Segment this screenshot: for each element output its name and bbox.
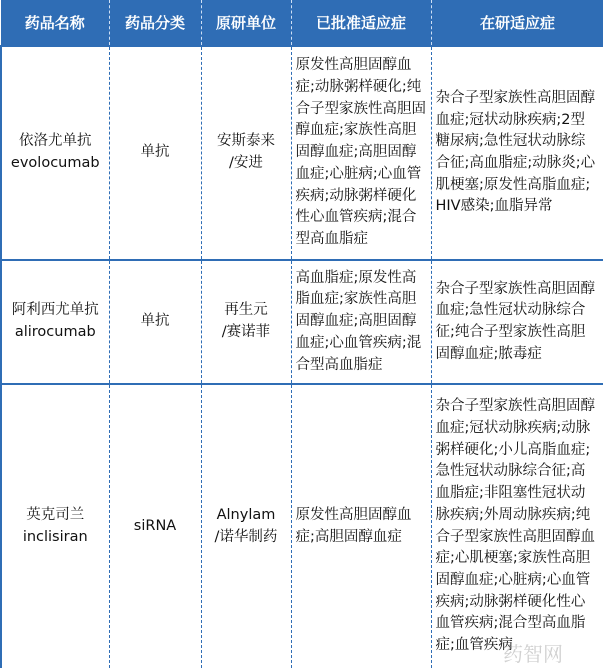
drug-name-en: alirocumab — [14, 324, 96, 340]
developer-cell — [201, 46, 291, 260]
approved-indications-cell: 原发性高胆固醇血症;高胆固醇血症 — [291, 384, 431, 668]
drug-name-cell — [1, 46, 109, 260]
drug-name-cell — [1, 384, 109, 668]
header-row — [1, 0, 603, 46]
developer-cell — [201, 260, 291, 384]
header-name: 药品名称 — [1, 0, 109, 46]
drug-name-en: inclisiran — [22, 528, 88, 545]
watermark: 药智网 — [503, 642, 563, 666]
developer: Alnylam — [216, 506, 276, 523]
research-indications-cell: 杂合子型家族性高胆固醇血症;冠状动脉疾病;动脉粥样硬化;小儿高脂血症;急性冠状动脉综合征;高血脂症;非阻塞性冠状动脉疾病;外周动脉疾病;纯合子型家族性高胆固醇血症;心肌梗塞;家族性高胆固醇血症;心脏病;心血管疾病;动脉粥样硬化性心血管疾病;混合型高血脂症;血管疾病 — [431, 384, 603, 668]
drug-name-cell — [1, 260, 109, 384]
header-approved: 已批准适应症 — [291, 0, 431, 46]
research-indications-cell: 杂合子型家族性高胆固醇血症;急性冠状动脉综合征;纯合子型家族性高胆固醇血症;脓毒症 — [431, 260, 603, 384]
header-developer: 原研单位 — [201, 0, 291, 46]
drug-name-en: evolocumab — [10, 155, 100, 171]
category-cell: siRNA — [109, 384, 201, 668]
approved-indications-cell: 原发性高胆固醇血症;动脉粥样硬化;纯合子型家族性高胆固醇血症;家族性高胆固醇血症;高胆固醇血症;心脏病;心血管疾病;动脉粥样硬化性心血管疾病;混合型高血脂症 — [291, 46, 431, 260]
developer-cell — [201, 384, 291, 668]
developer: 再生元 — [224, 302, 268, 319]
developer-partner: /安进 — [229, 155, 263, 171]
drug-name: 依洛尤单抗 — [19, 133, 92, 150]
drug-name: 英克司兰 — [26, 506, 85, 523]
category-cell: 单抗 — [109, 260, 201, 384]
header-research: 在研适应症 — [431, 0, 603, 46]
developer-partner: /赛诺菲 — [221, 324, 271, 340]
table-row — [1, 46, 603, 260]
drug-name: 阿利西尤单抗 — [11, 302, 99, 319]
category-cell: 单抗 — [109, 46, 201, 260]
developer: 安斯泰来 — [217, 133, 275, 150]
developer-partner: /诺华制药 — [214, 528, 278, 545]
approved-indications-cell: 高血脂症;原发性高脂血症;家族性高胆固醇血症;高胆固醇血症;心血管疾病;混合型高血脂症 — [291, 260, 431, 384]
table-row — [1, 260, 603, 384]
header-category: 药品分类 — [109, 0, 201, 46]
research-indications-cell: 杂合子型家族性高胆固醇血症;冠状动脉疾病;2型糖尿病;急性冠状动脉综合征;高血脂症;动脉炎;心肌梗塞;原发性高脂血症;HIV感染;血脂异常 — [431, 46, 603, 260]
table-row — [1, 384, 603, 668]
